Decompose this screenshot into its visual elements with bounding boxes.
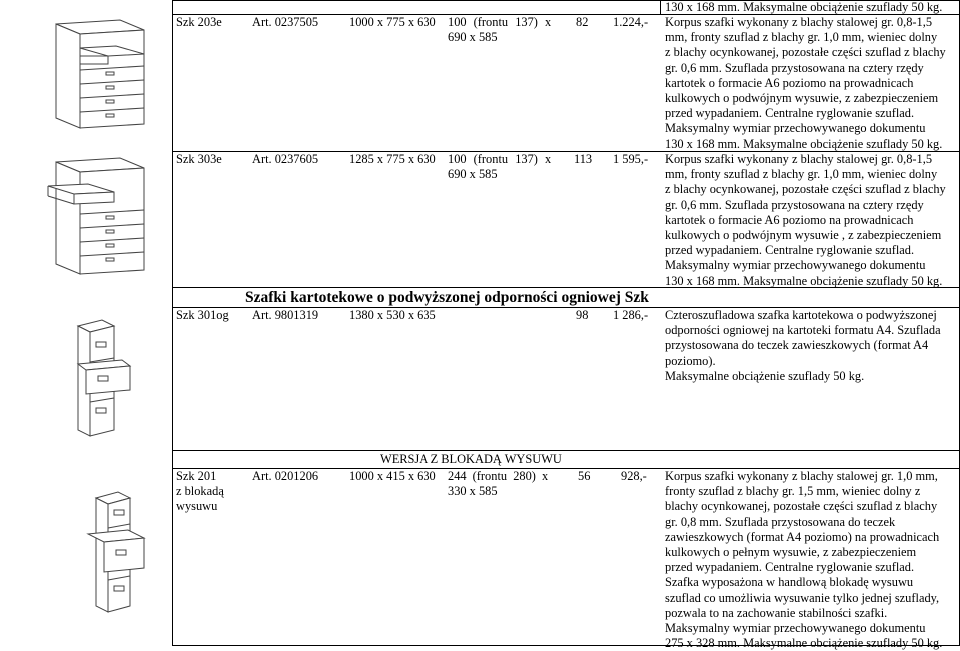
fire-cabinet-icon [58,318,148,442]
drawer-dimensions-line-1: 100 (frontu 137) x [448,152,552,166]
drawer-dimensions-line-1: 244 (frontu 280) x [448,469,549,483]
article-number: Art. 0201206 [252,469,319,483]
lock-cabinet-icon [82,490,162,618]
description-line: przed wypadaniem. Centralne ryglowanie szuflad. [665,560,915,575]
article-number: Art. 0237605 [252,152,319,166]
weight: 56 [578,469,591,483]
description-line: mm, fronty szuflad z blachy gr. 1,0 mm, wieniec dolny [665,167,938,182]
product-description [665,152,946,289]
description-line: Korpus szafki wykonany z blachy stalowej gr. 0,8-1,5 [665,15,933,29]
description-line: Maksymalny wymiar przechowywanego dokumentu [665,258,926,273]
article-number: Art. 9801319 [252,308,319,322]
drawer-dimensions-line-2: 690 x 585 [448,30,498,45]
product-name: Szk 301og [176,308,229,322]
cabinet-3-drawer-icon [44,18,154,132]
product-description [665,469,942,651]
table-row-divider [172,450,960,451]
description-line: kulkowych o pełnym wysuwie, z zabezpieczeniem [665,545,917,560]
description-line: 275 x 328 mm. Maksymalne obciążenie szuflady 50 kg. [665,636,943,651]
description-line: przed wypadaniem. Centralne ryglowanie szuflad. [665,106,915,121]
description-line: blachy ocynkowanej, pozostałe części szuflad z blachy [665,499,938,514]
description-line: przystosowana do teczek zawieszkowych (format A4 [665,338,929,353]
product-description [665,15,946,152]
price: 1 595,- [613,152,649,166]
drawer-dimensions-line-2: 330 x 585 [448,484,498,499]
description-line: odporności ogniowej na kartoteki formatu A4. Szuflada [665,323,941,338]
dimensions: 1000 x 415 x 630 [349,469,436,483]
description-line: gr. 0,6 mm. Szuflada przystosowana na cztery rzędy [665,197,924,212]
table-left-border [172,0,173,646]
price: 1 286,- [613,308,649,322]
description-line: Maksymalny wymiar przechowywanego dokumentu [665,121,926,136]
description-line: z blachy ocynkowanej, pozostałe części szuflad z blachy [665,182,946,197]
description-line: 130 x 168 mm. Maksymalne obciążenie szuflady 50 kg. [665,273,943,288]
product-name [176,469,224,515]
weight: 98 [576,308,589,322]
description-line: pozwala to na zachowanie stabilności szafki. [665,605,888,620]
description-line: Czteroszufladowa szafka kartotekowa o podwyższonej [665,308,937,322]
price: 928,- [621,469,647,483]
description-line: kulkowych o podwójnym wysuwie , z zabezpieczeniem [665,228,942,243]
description-line: Korpus szafki wykonany z blachy stalowej gr. 0,8-1,5 [665,152,933,166]
description-line: poziomo). [665,353,716,368]
description-line: kartotek o formacie A6 poziomo na prowadnicach [665,75,914,90]
description-line: Szafka wyposażona w handlową blokadę wysuwu [665,575,914,590]
cabinet-4-drawer-icon [44,156,154,276]
dimensions: 1000 x 775 x 630 [349,15,436,29]
description-line: przed wypadaniem. Centralne ryglowanie szuflad. [665,243,915,258]
description-line: kartotek o formacie A6 poziomo na prowadnicach [665,212,914,227]
price: 1.224,- [613,15,649,29]
description-line: Korpus szafki wykonany z blachy stalowej gr. 1,0 mm, [665,469,938,483]
section-title: Szafki kartotekowe o podwyższonej odporności ogniowej Szk [245,289,649,306]
product-name-line: wysuwu [176,499,218,514]
description-line: gr. 0,8 mm. Szuflada przystosowana do teczek [665,514,896,529]
previous-row-tail-text: 130 x 168 mm. Maksymalne obciążenie szuflady 50 kg. [665,0,943,14]
description-line: kulkowych o podwójnym wysuwie, z zabezpieczeniem [665,91,939,106]
description-line: 130 x 168 mm. Maksymalne obciążenie szuflady 50 kg. [665,136,943,151]
drawer-dimensions [448,152,556,182]
drawer-dimensions-line-1: 100 (frontu 137) x [448,15,552,29]
description-line: Maksymalny wymiar przechowywanego dokumentu [665,621,926,636]
description-line: mm, fronty szuflad z blachy gr. 1,0 mm, wieniec dolny [665,30,938,45]
product-name: Szk 303e [176,152,222,166]
article-number: Art. 0237505 [252,15,319,29]
lock-version-header: WERSJA Z BLOKADĄ WYSUWU [380,452,562,466]
dimensions: 1380 x 530 x 635 [349,308,436,322]
column-divider [660,0,661,15]
drawer-dimensions-line-2: 690 x 585 [448,167,498,182]
weight: 82 [576,15,589,29]
dimensions: 1285 x 775 x 630 [349,152,436,166]
product-description [665,308,941,384]
product-name: Szk 203e [176,15,222,29]
description-line: Maksymalne obciążenie szuflady 50 kg. [665,368,865,383]
description-line: szuflad co umożliwia wysuwanie tylko jednej szuflady, [665,590,940,605]
description-line: zawieszkowych (format A4 poziomo) na prowadnicach [665,529,940,544]
weight: 113 [574,152,593,166]
description-line: gr. 0,6 mm. Szuflada przystosowana na cztery rzędy [665,60,924,75]
product-name-line: z blokadą [176,484,224,499]
drawer-dimensions [448,469,556,499]
description-line: z blachy ocynkowanej, pozostałe części szuflad z blachy [665,45,946,60]
description-line: fronty szuflad z blachy gr. 1,5 mm, wieniec dolny z [665,484,921,499]
product-name-line: Szk 201 [176,469,217,483]
drawer-dimensions [448,15,556,45]
